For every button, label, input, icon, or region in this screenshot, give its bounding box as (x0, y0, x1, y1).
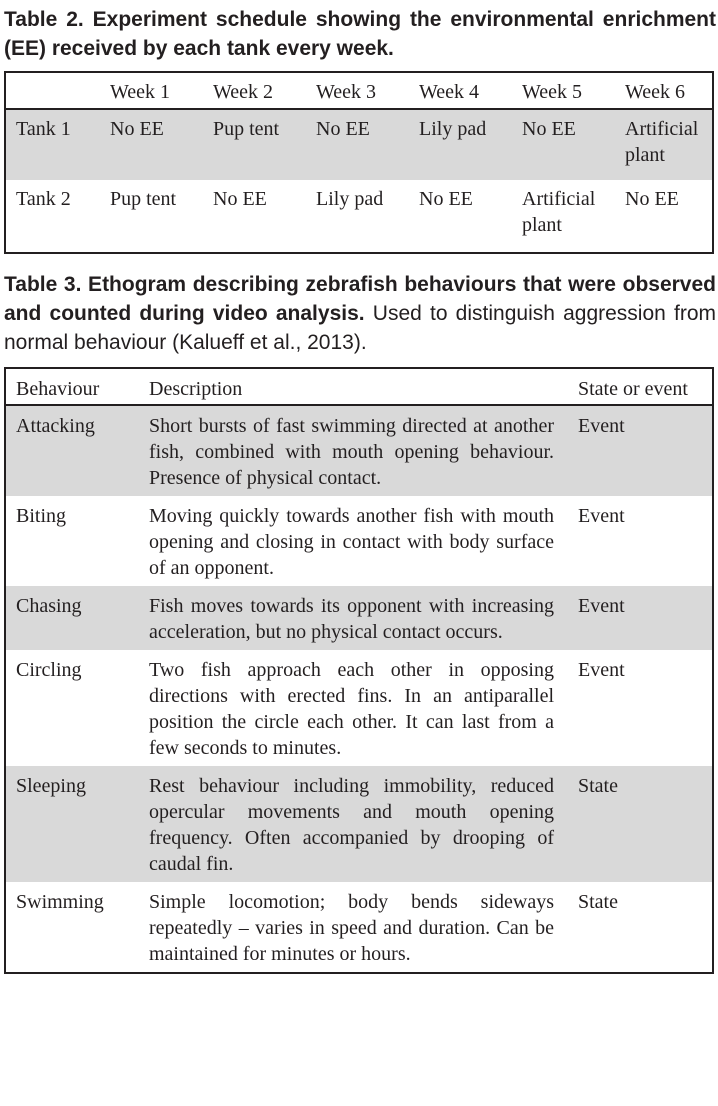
behaviour-cell: Biting (16, 505, 67, 527)
state-event-cell: Event (568, 405, 713, 496)
table-row (5, 650, 713, 766)
description-cell: Rest behaviour including immobility, reduced opercular movements and mouth opening frequency. Often accompanied by drooping of caudal fin. (139, 766, 568, 882)
state-event-cell: Event (578, 659, 625, 681)
table2-cell: Tank 2 (16, 188, 71, 210)
table2-cell: Lily pad (316, 188, 384, 210)
table2-cell: Tank 1 (5, 109, 100, 180)
table2-cell: No EE (419, 188, 473, 210)
table3-caption (4, 270, 716, 357)
behaviour-cell: Swimming (16, 891, 104, 913)
state-event-cell: State (578, 891, 618, 913)
table2-cell: No EE (512, 109, 615, 180)
table-row (5, 405, 713, 496)
behaviour-cell: Sleeping (5, 766, 139, 882)
description-cell: Short bursts of fast swimming directed at another fish, combined with mouth opening behaviour. Presence of physical contact. (139, 405, 568, 496)
table2-header-cell: Week 3 (306, 72, 409, 109)
table2-header-cell: Week 5 (512, 72, 615, 109)
description-cell: Fish moves towards its opponent with increasing acceleration, but no physical contact occurs. (139, 586, 568, 650)
table3-caption-bold: Table 3. Ethogram describing zebrafish behaviours that were observed and counted during video analysis. (4, 273, 716, 325)
description-cell: Two fish approach each other in opposing directions with erected fins. In an antiparallel position the circle each other. It can last from a few seconds to minutes. (149, 659, 554, 759)
table2-cell: No EE (100, 109, 203, 180)
ethogram-table (4, 367, 714, 974)
table2-cell: Pup tent (203, 109, 306, 180)
table2-header-row (5, 72, 713, 109)
behaviour-cell: Chasing (5, 586, 139, 650)
state-event-cell: Event (568, 586, 713, 650)
table3-caption-text: Used to distinguish aggression from normal behaviour (Kalueff et al., 2013). (4, 302, 716, 354)
table2-header-cell (5, 72, 100, 109)
table3-header-row (5, 368, 713, 405)
table2-caption (4, 5, 716, 63)
experiment-schedule-table (4, 71, 714, 254)
behaviour-cell: Circling (16, 659, 82, 681)
table2-header-cell: Week 1 (100, 72, 203, 109)
table2-header-cell: Week 6 (615, 72, 713, 109)
state-event-cell: Event (578, 505, 625, 527)
behaviour-cell: Attacking (5, 405, 139, 496)
table2-cell: Pup tent (110, 188, 177, 210)
table2-cell: No EE (625, 188, 679, 210)
table2-cell: Artificial plant (615, 109, 713, 180)
table2-header-cell: Week 4 (409, 72, 512, 109)
description-cell: Simple locomotion; body bends sideways repeatedly – varies in speed and duration. Can be maintained for minutes or hours. (149, 891, 554, 965)
table2-cell: Lily pad (409, 109, 512, 180)
table-row (5, 766, 713, 882)
table2-cell: Artificial plant (522, 188, 596, 236)
table2-caption-bold: Table 2. Experiment schedule showing the environmental enrichment (EE) received by each tank every week. (4, 8, 716, 60)
table3-header-cell: Behaviour (5, 368, 139, 405)
table2-cell: No EE (213, 188, 267, 210)
table-row (5, 496, 713, 586)
table-row (5, 109, 713, 180)
description-cell: Moving quickly towards another fish with mouth opening and closing in contact with body surface of an opponent. (149, 505, 554, 579)
table-row (5, 882, 713, 973)
table2-cell: No EE (306, 109, 409, 180)
table3-header-cell: Description (139, 368, 568, 405)
table-row (5, 586, 713, 650)
state-event-cell: State (568, 766, 713, 882)
table2-header-cell: Week 2 (203, 72, 306, 109)
table3-header-cell: State or event (568, 368, 713, 405)
table-row (5, 180, 713, 253)
